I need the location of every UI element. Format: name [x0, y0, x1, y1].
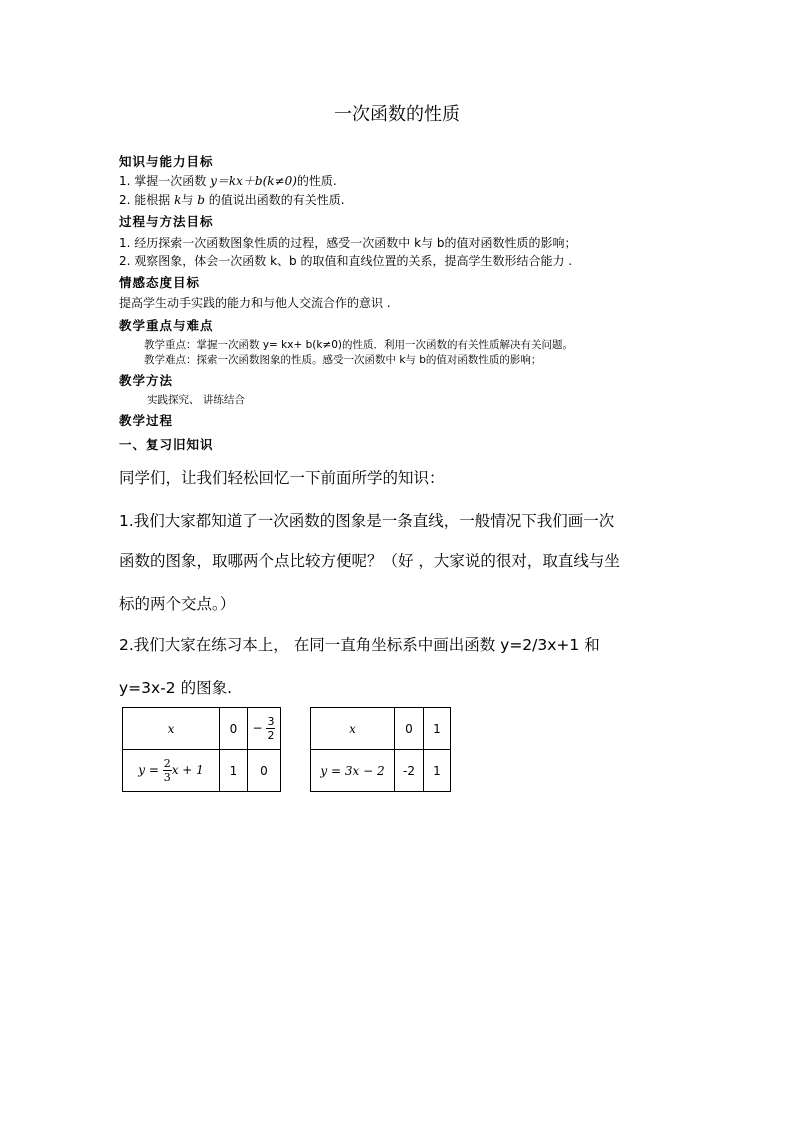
difficulty-line: 教学难点：探索一次函数图象的性质。感受一次函数中 k与 b的值对函数性质的影响；	[144, 354, 542, 366]
y-prefix: y =	[138, 763, 163, 777]
attitude-line-1: 提高学生动手实践的能力和与他人交流合作的意识 .	[119, 296, 391, 310]
text: 与	[181, 193, 198, 207]
body-paragraph-2-line-3: 标的两个交点。）	[119, 595, 236, 613]
var-k: k	[174, 193, 182, 207]
y-formula: y = 3x − 2	[320, 763, 385, 778]
formula: y＝kx＋b(k≠0)	[210, 174, 297, 188]
section-heading-key-points: 教学重点与难点	[119, 318, 214, 333]
body-paragraph-3-line-1: 2.我们大家在练习本上， 在同一直角坐标系中画出函数 y=2/3x+1 和	[119, 636, 600, 654]
denominator: 2	[267, 729, 275, 742]
table1-y-label	[123, 750, 220, 792]
table2-x-value: 1	[424, 708, 451, 750]
x-var: x	[167, 721, 175, 736]
knowledge-line-1	[119, 172, 337, 189]
fraction	[266, 716, 275, 741]
body-paragraph-2-line-1: 1.我们大家都知道了一次函数的图象是一条直线，一般情况下我们画一次	[119, 512, 615, 530]
table2-y-value: 1	[424, 750, 451, 792]
section-heading-review: 一、复习旧知识	[119, 437, 214, 452]
table1-x-value: 0	[220, 708, 248, 750]
table1-x-value-fraction	[248, 708, 281, 750]
table1-x-label	[123, 708, 220, 750]
table2-y-label	[311, 750, 395, 792]
value-table-2	[310, 707, 451, 792]
section-heading-knowledge: 知识与能力目标	[119, 154, 214, 169]
value-table-1	[122, 707, 281, 792]
table1-y-value: 0	[248, 750, 281, 792]
section-heading-attitude: 情感态度目标	[119, 275, 201, 290]
table2-x-value: 0	[395, 708, 424, 750]
method-line: 实践探究、 讲练结合	[147, 394, 245, 406]
key-point-line: 教学重点：掌握一次函数 y= kx+ b(k≠0)的性质．利用一次函数的有关性质解决有关问题。	[144, 339, 574, 351]
section-heading-process: 过程与方法目标	[119, 214, 214, 229]
minus-sign: −	[252, 721, 263, 735]
numerator: 3	[267, 715, 275, 728]
process-line-1: 1. 经历探索一次函数图象性质的过程，感受一次函数中 k与 b的值对函数性质的影响；	[119, 236, 577, 250]
body-paragraph-1: 同学们，让我们轻松回忆一下前面所学的知识：	[119, 469, 445, 487]
text: 1. 掌握一次函数	[119, 174, 211, 188]
y-suffix: x + 1	[171, 763, 204, 777]
text: 的值说出函数的有关性质.	[204, 193, 345, 207]
numerator: 2	[163, 757, 171, 770]
table2-x-label	[311, 708, 395, 750]
x-var: x	[349, 721, 356, 736]
table2-y-value: -2	[395, 750, 424, 792]
section-heading-teaching-process: 教学过程	[119, 413, 174, 428]
body-paragraph-2-line-2: 函数的图象，取哪两个点比较方便呢？（好 ，大家说的很对，取直线与坐	[119, 552, 620, 570]
denominator: 3	[163, 771, 171, 784]
fraction	[163, 758, 172, 783]
text: 的性质.	[296, 174, 337, 188]
process-line-2: 2. 观察图象，体会一次函数 k、b 的取值和直线位置的关系，提高学生数形结合能力 .	[119, 254, 573, 268]
table1-y-value: 1	[220, 750, 248, 792]
text: 2. 能根据	[119, 193, 175, 207]
body-paragraph-3-line-2: y=3x-2 的图象.	[119, 679, 233, 697]
section-heading-method: 教学方法	[119, 373, 174, 388]
page-title: 一次函数的性质	[334, 104, 460, 125]
knowledge-line-2	[119, 191, 345, 208]
var-b: b	[197, 193, 205, 207]
